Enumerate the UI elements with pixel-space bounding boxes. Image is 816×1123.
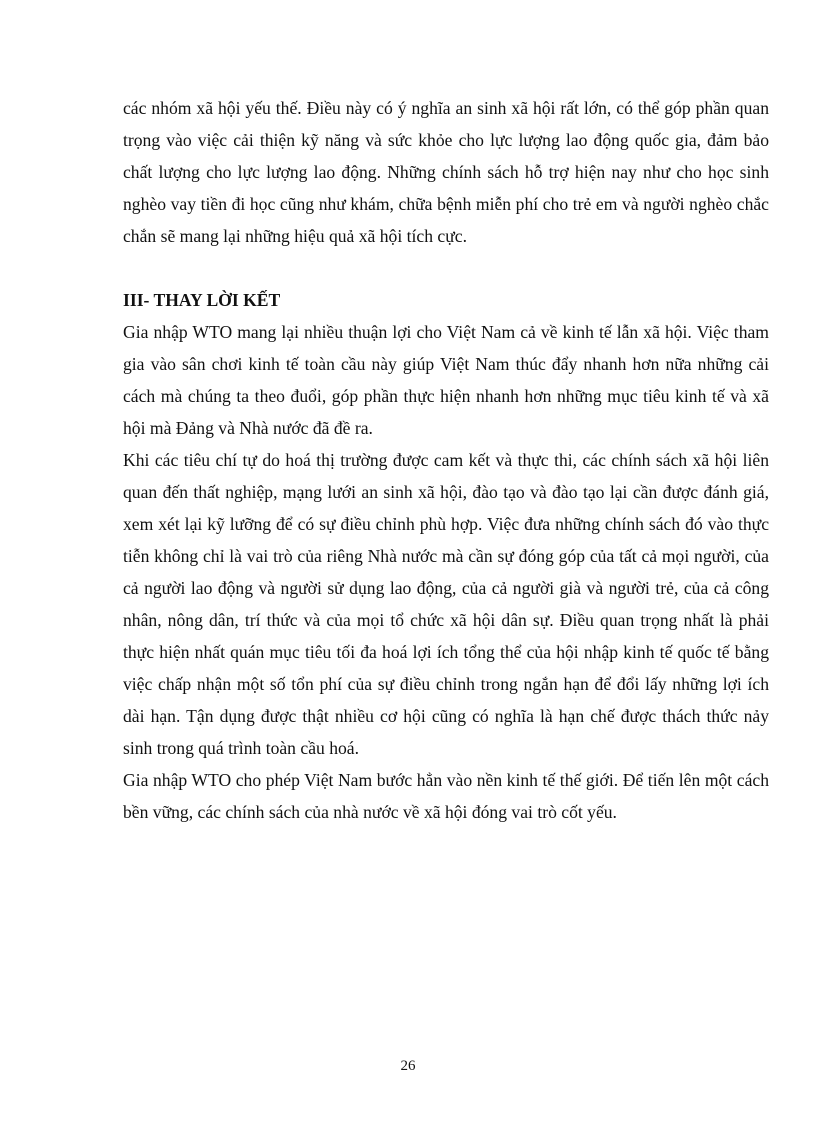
page-body [123,92,769,828]
paragraph-conclusion: Gia nhập WTO cho phép Việt Nam bước hẳn vào nền kinh tế thế giới. Để tiến lên một cách bền vững, các chính sách của nhà nước về xã hội đóng vai trò cốt yếu. [123,770,769,822]
page-number: 26 [400,1058,416,1074]
section-heading: III- THAY LỜI KẾT [123,290,281,310]
paragraph-social-groups: các nhóm xã hội yếu thế. Điều này có ý nghĩa an sinh xã hội rất lớn, có thể góp phần quan trọng vào việc cải thiện kỹ năng và sức khỏe cho lực lượng lao động quốc gia, đảm bảo chất lượng cho lực lượng lao động. Những chính sách hỗ trợ hiện nay như cho học sinh nghèo vay tiền đi học cũng như khám, chữa bệnh miễn phí cho trẻ em và người nghèo chắc chắn sẽ mang lại những hiệu quả xã hội tích cực. [123,98,769,246]
paragraph-social-policies: Khi các tiêu chí tự do hoá thị trường được cam kết và thực thi, các chính sách xã hội liên quan đến thất nghiệp, mạng lưới an sinh xã hội, đào tạo và đào tạo lại cần được đánh giá, xem xét lại kỹ lưỡng để có sự điều chỉnh phù hợp. Việc đưa những chính sách đó vào thực tiễn không chỉ là vai trò của riêng Nhà nước mà cần sự đóng góp của tất cả mọi người, của cả người lao động và người sử dụng lao động, của cả người già và người trẻ, của cả công nhân, nông dân, trí thức và của mọi tổ chức xã hội dân sự. Điều quan trọng nhất là phải thực hiện nhất quán mục tiêu tối đa hoá lợi ích tổng thể của hội nhập kinh tế quốc tế bằng việc chấp nhận một số tổn phí của sự điều chỉnh trong ngắn hạn để đổi lấy những lợi ích dài hạn. Tận dụng được thật nhiều cơ hội cũng có nghĩa là hạn chế được thách thức nảy sinh trong quá trình toàn cầu hoá. [123,450,769,758]
paragraph-wto-benefits: Gia nhập WTO mang lại nhiều thuận lợi cho Việt Nam cả về kinh tế lẫn xã hội. Việc tham gia vào sân chơi kinh tế toàn cầu này giúp Việt Nam thúc đẩy nhanh hơn nữa những cải cách mà chúng ta theo đuổi, góp phần thực hiện nhanh hơn những mục tiêu kinh tế và xã hội mà Đảng và Nhà nước đã đề ra. [123,322,769,438]
section-gap [123,252,769,284]
